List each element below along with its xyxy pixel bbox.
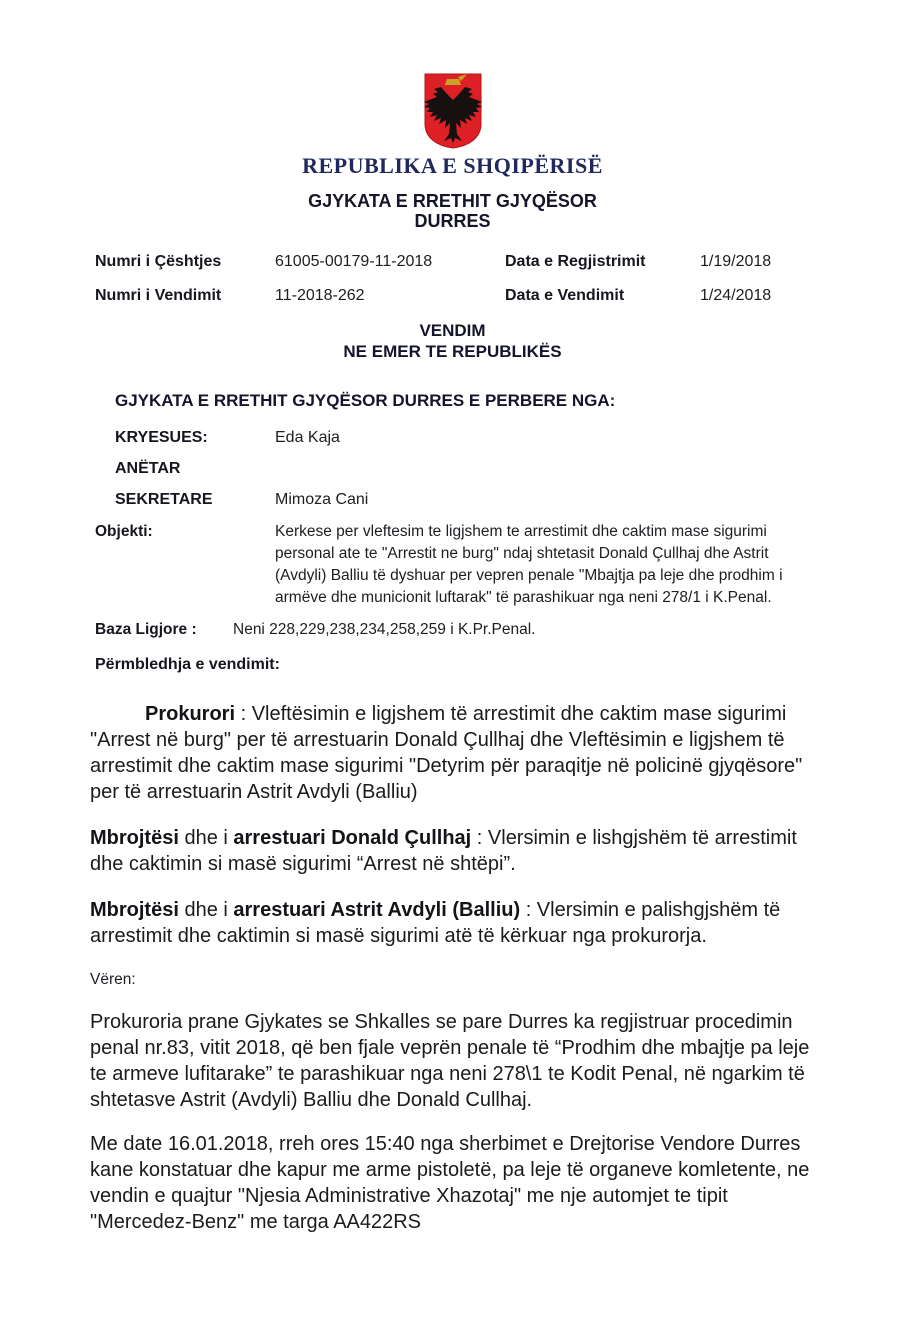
panel-member-kryesues (90, 428, 815, 447)
panel-composition-heading: GJYKATA E RRETHIT GJYQËSOR DURRES E PERBERE NGA: (115, 391, 616, 410)
panel-member-sekretare (90, 490, 815, 509)
decision-heading (90, 320, 815, 362)
decision-heading-line1: VENDIM (419, 321, 486, 340)
mbrojtesi1-bold2: arrestuari Donald Çullhaj (233, 827, 472, 849)
paragraph-mbrojtesi-cullhaj (90, 825, 815, 877)
republic-title: REPUBLIKA E SHQIPËRISË (302, 153, 603, 178)
object-text: Kerkese per vleftesim te ligjshem te arrestimit dhe caktim mase sigurimi personal ate te "Arrestit ne burg" ndaj shtetasit Donald Çullhaj dhe Astrit (Avdyli) Balliu të dyshuar per vepren penale "Mbajtja pa leje dhe prodhim i armëve dhe municionit luftarak" të parashikuar nga neni 278/1 i K.Penal. (275, 523, 783, 606)
object-label: Objekti: (95, 523, 153, 540)
coat-of-arms-graphic (421, 72, 485, 150)
case-number-value: 61005-00179-11-2018 (275, 253, 433, 270)
court-name-line2: DURRES (414, 211, 491, 231)
member-role-label: SEKRETARE (115, 491, 213, 508)
registration-date-label: Data e Regjistrimit (505, 253, 646, 270)
case-info-row-2 (90, 286, 815, 306)
case-number-label: Numri i Çështjes (95, 253, 222, 270)
case-info-table (90, 252, 815, 306)
decision-number-value: 11-2018-262 (275, 287, 365, 304)
panel-composition (90, 391, 815, 509)
decision-heading-line2: NE EMER TE REPUBLIKËS (343, 342, 562, 361)
case-info-row-1 (90, 252, 815, 272)
mbrojtesi2-reg2: : Vlersimin e palishgjshëm të arrestimit dhe caktimin si masë sigurimi atë të kërkuar nga prokurorja. (90, 899, 781, 947)
mbrojtesi2-reg1: dhe i (178, 899, 234, 921)
member-name: Mimoza Cani (275, 491, 369, 508)
decision-date-label: Data e Vendimit (505, 287, 625, 304)
legal-basis-text: Neni 228,229,238,234,258,259 i K.Pr.Penal. (233, 621, 536, 638)
legal-basis-label: Baza Ligjore : (95, 621, 197, 638)
albania-coat-of-arms-icon (421, 72, 485, 150)
object-section (90, 521, 815, 609)
decision-number-label: Numri i Vendimit (95, 287, 222, 304)
paragraph-mbrojtesi-balliu (90, 897, 815, 949)
mbrojtesi1-reg2: : Vlersimin e lishgjshëm të arrestimit dhe caktimin si masë sigurimi “Arrest në shtëpi”. (90, 827, 797, 875)
prokurori-lead: Prokurori (145, 703, 236, 725)
prokurori-text: : Vleftësimin e ligjshem të arrestimit dhe caktim mase sigurimi "Arrest në burg" per të arrestuarin Donald Çullhaj dhe Vleftësimin e ligjshem të arrestimit dhe caktim mase sigurimi "Detyrim për paraqitje në policinë gjyqësore" per të arrestuarin Astrit Avdyli (Balliu) (90, 703, 803, 803)
member-role-label: KRYESUES: (115, 429, 208, 446)
mbrojtesi1-bold1: Mbrojtësi (90, 827, 179, 849)
paragraph-arrest-facts: Me date 16.01.2018, rreh ores 15:40 nga sherbimet e Drejtorise Vendore Durres kane konstatuar dhe kapur me arme pistoletë, pa leje të organeve komletente, ne vendin e quajtur "Njesia Administrative Xhazotaj" me nje automjet te tipit "Mercedez-Benz" me targa AA422RS (90, 1133, 810, 1233)
mbrojtesi2-bold1: Mbrojtësi (90, 899, 179, 921)
document-header (90, 72, 815, 231)
mbrojtesi2-bold2: arrestuari Astrit Avdyli (Balliu) (233, 899, 521, 921)
registration-date-value: 1/19/2018 (700, 253, 772, 270)
court-name-line1: GJYKATA E RRETHIT GJYQËSOR (308, 191, 597, 211)
member-role-label: ANËTAR (115, 460, 181, 477)
paragraph-prokuroria-facts: Prokuroria prane Gjykates se Shkalles se pare Durres ka regjistruar procedimin penal nr.83, vitit 2018, që ben fjale veprën penale të “Prodhim dhe mbajtje pa leje te armeve lufitarake” te parashikuar nga neni 278\1 te Kodit Penal, në ngarkim të shtetasve Astrit (Avdyli) Balliu dhe Donald Cullhaj. (90, 1011, 810, 1111)
panel-member-anetar (90, 459, 815, 478)
mbrojtesi1-reg1: dhe i (178, 827, 234, 849)
veren-label: Vëren: (90, 971, 136, 988)
panel-members (90, 428, 815, 509)
legal-basis-section (90, 619, 815, 641)
summary-heading: Përmbledhja e vendimit: (95, 656, 280, 673)
member-name: Eda Kaja (275, 429, 340, 446)
decision-date-value: 1/24/2018 (700, 287, 772, 304)
paragraph-prokurori (90, 701, 815, 805)
